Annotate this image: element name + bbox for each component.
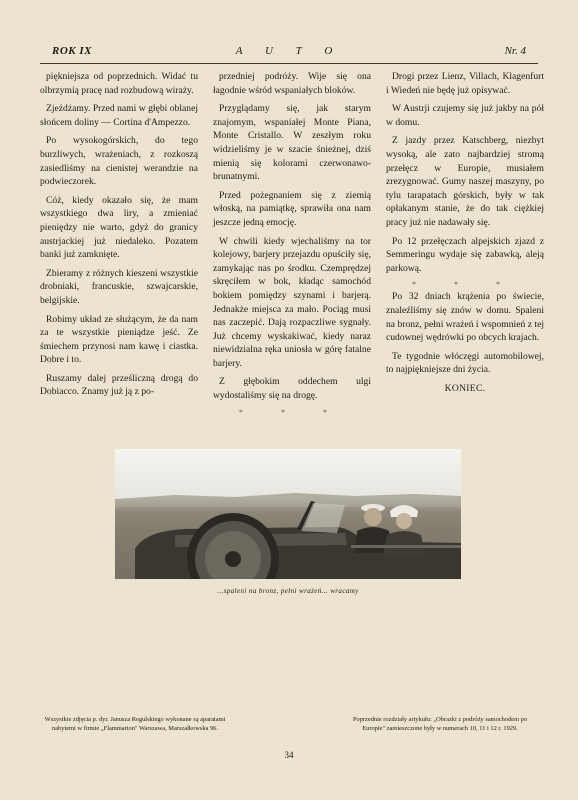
paragraph: Ruszamy dalej prześliczną drogą do Dobiacco. Znamy już ją z po-	[40, 372, 198, 398]
running-header	[52, 45, 526, 61]
previous-chapters-note: Poprzednie rozdziały artykułu: „Obrazki z podróży samochodem po Europie" zamieszczone były w numerach 10, 11 i 12 r. 1929.	[352, 716, 528, 732]
paragraph: piękniejsza od poprzednich. Widać tu olbrzymią pracę nad rozbudową wiraży.	[40, 71, 198, 96]
paragraph: Zjeżdżamy. Przed nami w głębi oblanej słońcem doliny — Cortina d'Ampezzo.	[40, 103, 198, 128]
section-separator: * * *	[412, 280, 518, 290]
paragraph: Z jazdy przez Katschberg, niezbyt wysoką, ale zato najbardziej stromą przełęcz w Europie, musiałem zrezygnować. Gumy naszej maszyny, po tylu tarapatach górskich, były w tak opłakanym stanie, że do tak ciężkiej pracy już nie nadawały się.	[386, 135, 544, 228]
section-separator: * * *	[239, 407, 345, 417]
car-photo-illustration	[115, 449, 461, 579]
paragraph: W Austrji czujemy się już jakby na pół w domu.	[386, 103, 544, 128]
page-number: 34	[284, 750, 294, 760]
volume-label: ROK IX	[52, 45, 92, 57]
paragraph: Robimy układ ze służącym, że da nam za te wszystkie pieniądze jeść. Ze śmiechem przynosi nam kawę i ciastka. Dobre i to.	[40, 313, 198, 366]
paragraph: W chwili kiedy wjechaliśmy na tor kolejowy, barjery przejazdu opuściły się, zamykając nas po środku. Czemprędzej skręciłem w bok, kładąc samochód bokiem pomiędzy szynami i barjerą. Jednakże miejsca za mało. Pociąg musi nas zaczepić. Dają rozpaczliwe sygnały. Już chcemy wyskakiwać, kiedy naraz niewidzialna ręka uniosła w górę fatalne barjery.	[213, 235, 371, 369]
paragraph: Po wysokogórskich, do tego burzliwych, wrażeniach, z rozkoszą zasiedliśmy na cienistej werandzie na podwieczorek.	[40, 135, 198, 188]
magazine-title: A U T O	[235, 45, 343, 57]
paragraph: Po 12 przełęczach alpejskich zjazd z Semmeringu wydaje się zabawką, aleją parkową.	[386, 235, 544, 274]
text-column-1	[40, 70, 198, 404]
text-column-3	[386, 70, 544, 400]
car-photograph	[115, 449, 461, 579]
header-rule	[40, 63, 538, 64]
photo-caption: ...spaleni na bronz, pełni wrażeń... wracamy	[217, 587, 359, 595]
paragraph: Zbieramy z różnych kieszeni wszystkie drobniaki, francuskie, szwajcarskie, belgijskie.	[40, 267, 198, 306]
paragraph: Przyglądamy się, jak starym znajomym, wspaniałej Monte Piana, Monte Cristallo. W zeszłym roku widzieliśmy je w szacie śnieżnej, dziś mienią się kolorami czerwonawo-brunatnymi.	[213, 103, 371, 183]
issue-number: Nr. 4	[504, 45, 526, 57]
paragraph: Cóż, kiedy okazało się, że mam wszystkiego dwa liry, a zmieniać pieniędzy nie warto, gdyż do granicy austrjackiej już niedaleko. Pozatem banki już zamknięte.	[40, 194, 198, 261]
paragraph: Z głębokim oddechem ulgi wydostaliśmy się na drogę.	[213, 376, 371, 402]
text-column-2	[213, 70, 371, 418]
paragraph: przedniej podróży. Wije się ona łagodnie wśród wspaniałych bloków.	[213, 71, 371, 96]
article-end: KONIEC.	[444, 382, 486, 394]
paragraph: Po 32 dniach krążenia po świecie, znaleźliśmy się znów w domu. Spaleni na bronz, pełni wrażeń i wspomnień z tej cudownej wędrówki po obcych krajach.	[386, 291, 544, 344]
photo-credit-note: Wszystkie zdjęcia p. dyr. Janusza Regulskiego wykonane są aparatami nabytemi w firmie „Flammarion" Warszawa, Marszałkowska 96.	[44, 716, 226, 732]
paragraph: Te tygodnie włóczęgi automobilowej, to najpiękniejsze dni życia.	[386, 350, 544, 376]
paragraph: Drogi przez Lienz, Villach, Klagenfurt i Wiedeń nie będę już opisywać.	[386, 71, 544, 96]
paragraph: Przed pożegnaniem się z ziemią włoską, na pamiątkę, sprawiła ona nam jeszcze jedną emocję.	[213, 189, 371, 228]
